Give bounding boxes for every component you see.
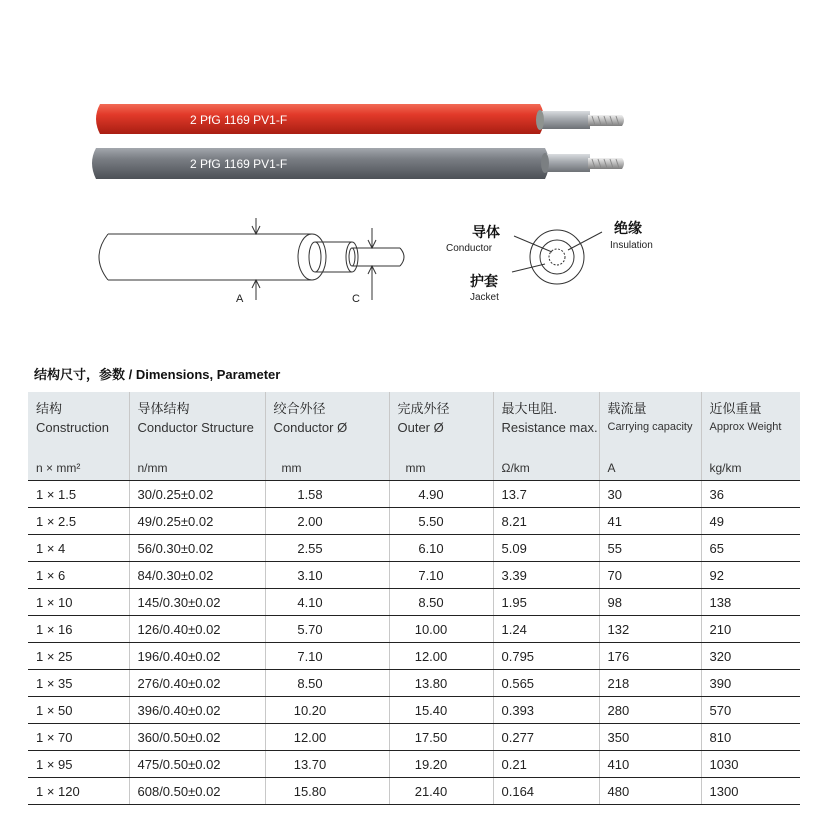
table-cell: 210: [701, 616, 800, 643]
header-en: Resistance max.: [501, 420, 598, 435]
table-row: [28, 616, 800, 643]
table-units-row: [28, 456, 800, 481]
table-cell: 1 × 1.5: [28, 481, 129, 508]
grey-cable-label: 2 PfG 1169 PV1-F: [190, 157, 288, 171]
table-cell: 390: [701, 670, 800, 697]
header-cell-3: [265, 392, 389, 456]
table-cell: 49/0.25±0.02: [129, 508, 265, 535]
table-cell: 176: [599, 643, 701, 670]
table-cell: 55: [599, 535, 701, 562]
table-cell: 8.21: [493, 508, 599, 535]
jacket-en-label: Jacket: [470, 292, 499, 303]
table-cell: 810: [701, 724, 800, 751]
header-cell-2: [129, 392, 265, 456]
table-cell: 10.00: [389, 616, 493, 643]
unit-cell-7: kg/km: [701, 456, 800, 481]
table-cell: 41: [599, 508, 701, 535]
table-cell: 360/0.50±0.02: [129, 724, 265, 751]
table-row: [28, 589, 800, 616]
table-cell: 13.80: [389, 670, 493, 697]
header-cn: 绞合外径: [273, 401, 326, 416]
unit-cell-3: mm: [265, 456, 389, 481]
table-cell: 1 × 120: [28, 778, 129, 805]
table-row: [28, 670, 800, 697]
table-cell: 30/0.25±0.02: [129, 481, 265, 508]
table-row: [28, 778, 800, 805]
table-cell: 1 × 4: [28, 535, 129, 562]
table-cell: 0.277: [493, 724, 599, 751]
table-cell: 350: [599, 724, 701, 751]
header-cell-1: [28, 392, 129, 456]
table-cell: 1 × 95: [28, 751, 129, 778]
table-cell: 1.24: [493, 616, 599, 643]
table-cell: 36: [701, 481, 800, 508]
table-cell: 0.393: [493, 697, 599, 724]
table-cell: 145/0.30±0.02: [129, 589, 265, 616]
table-header-row: [28, 392, 800, 456]
table-cell: 13.7: [493, 481, 599, 508]
header-en: Outer Ø: [397, 420, 444, 435]
table-cell: 2.00: [265, 508, 389, 535]
table-cell: 280: [599, 697, 701, 724]
table-row: [28, 481, 800, 508]
table-cell: 126/0.40±0.02: [129, 616, 265, 643]
table-cell: 276/0.40±0.02: [129, 670, 265, 697]
header-cn: 导体结构: [137, 401, 190, 416]
table-cell: 12.00: [389, 643, 493, 670]
table-cell: 608/0.50±0.02: [129, 778, 265, 805]
table-cell: 56/0.30±0.02: [129, 535, 265, 562]
jacket-cn-label: 护套: [470, 273, 498, 289]
table-cell: 4.90: [389, 481, 493, 508]
table-cell: 19.20: [389, 751, 493, 778]
grey-cable: [92, 148, 624, 179]
table-cell: 21.40: [389, 778, 493, 805]
table-row: [28, 643, 800, 670]
table-cell: 5.09: [493, 535, 599, 562]
header-en: Carrying capacity: [607, 421, 693, 433]
table-cell: 13.70: [265, 751, 389, 778]
unit-cell-2: n/mm: [129, 456, 265, 481]
table-row: [28, 508, 800, 535]
red-cable-label: 2 PfG 1169 PV1-F: [190, 113, 288, 127]
table-cell: 410: [599, 751, 701, 778]
table-cell: 70: [599, 562, 701, 589]
header-en: Approx Weight: [709, 421, 782, 433]
table-cell: 320: [701, 643, 800, 670]
header-en: Conductor Structure: [137, 420, 254, 435]
table-cell: 3.10: [265, 562, 389, 589]
table-cell: 8.50: [265, 670, 389, 697]
table-cell: 396/0.40±0.02: [129, 697, 265, 724]
header-cn: 近似重量: [709, 401, 762, 416]
table-cell: 1.58: [265, 481, 389, 508]
cross-section: [512, 230, 602, 284]
table-cell: 218: [599, 670, 701, 697]
table-cell: 570: [701, 697, 800, 724]
table-row: [28, 535, 800, 562]
unit-cell-5: Ω/km: [493, 456, 599, 481]
table-cell: 1 × 6: [28, 562, 129, 589]
table-cell: 480: [599, 778, 701, 805]
table-cell: 1 × 70: [28, 724, 129, 751]
table-cell: 1.95: [493, 589, 599, 616]
table-cell: 49: [701, 508, 800, 535]
red-cable: [96, 104, 624, 134]
header-cell-6: [599, 392, 701, 456]
header-cn: 最大电阻.: [501, 401, 558, 416]
table-cell: 15.80: [265, 778, 389, 805]
unit-cell-4: mm: [389, 456, 493, 481]
header-cn: 载流量: [607, 401, 647, 416]
header-en: Construction: [36, 420, 109, 435]
header-cn: 结构: [36, 401, 63, 416]
header-cell-7: [701, 392, 800, 456]
table-cell: 1 × 2.5: [28, 508, 129, 535]
table-title: 结构尺寸，参数 / Dimensions, Parameter: [34, 367, 281, 382]
table-cell: 15.40: [389, 697, 493, 724]
table-cell: 17.50: [389, 724, 493, 751]
table-cell: 6.10: [389, 535, 493, 562]
table-row: [28, 751, 800, 778]
table-cell: 196/0.40±0.02: [129, 643, 265, 670]
table-row: [28, 562, 800, 589]
header-cn: 完成外径: [397, 401, 450, 416]
table-cell: 30: [599, 481, 701, 508]
insulation-cn-label: 绝缘: [614, 220, 642, 236]
table-cell: 1 × 50: [28, 697, 129, 724]
table-cell: 2.55: [265, 535, 389, 562]
table-cell: 10.20: [265, 697, 389, 724]
table-cell: 475/0.50±0.02: [129, 751, 265, 778]
table-cell: 1 × 25: [28, 643, 129, 670]
cable-figure: [0, 0, 826, 340]
header-cell-5: [493, 392, 599, 456]
table-cell: 7.10: [389, 562, 493, 589]
dimensions-table: [28, 392, 800, 805]
table-cell: 8.50: [389, 589, 493, 616]
table-cell: 0.164: [493, 778, 599, 805]
conductor-en-label: Conductor: [446, 243, 493, 254]
table-cell: 0.565: [493, 670, 599, 697]
unit-cell-6: A: [599, 456, 701, 481]
cable-dimension-diagram: [99, 218, 404, 300]
dimension-c-label: C: [352, 293, 360, 305]
table-cell: 1030: [701, 751, 800, 778]
table-cell: 92: [701, 562, 800, 589]
table-cell: 65: [701, 535, 800, 562]
table-cell: 1 × 10: [28, 589, 129, 616]
unit-cell-1: n × mm²: [28, 456, 129, 481]
table-cell: 4.10: [265, 589, 389, 616]
table-cell: 1300: [701, 778, 800, 805]
table-cell: 7.10: [265, 643, 389, 670]
table-cell: 84/0.30±0.02: [129, 562, 265, 589]
conductor-cn-label: 导体: [472, 224, 500, 240]
table-cell: 3.39: [493, 562, 599, 589]
table-cell: 98: [599, 589, 701, 616]
table-cell: 0.795: [493, 643, 599, 670]
table-cell: 5.70: [265, 616, 389, 643]
table-cell: 12.00: [265, 724, 389, 751]
table-cell: 1 × 16: [28, 616, 129, 643]
table-cell: 138: [701, 589, 800, 616]
table-cell: 5.50: [389, 508, 493, 535]
table-row: [28, 724, 800, 751]
dimension-a-label: A: [236, 293, 244, 305]
header-cell-4: [389, 392, 493, 456]
insulation-en-label: Insulation: [610, 240, 653, 251]
table-cell: 0.21: [493, 751, 599, 778]
table-cell: 132: [599, 616, 701, 643]
table-cell: 1 × 35: [28, 670, 129, 697]
header-en: Conductor Ø: [273, 420, 348, 435]
table-row: [28, 697, 800, 724]
